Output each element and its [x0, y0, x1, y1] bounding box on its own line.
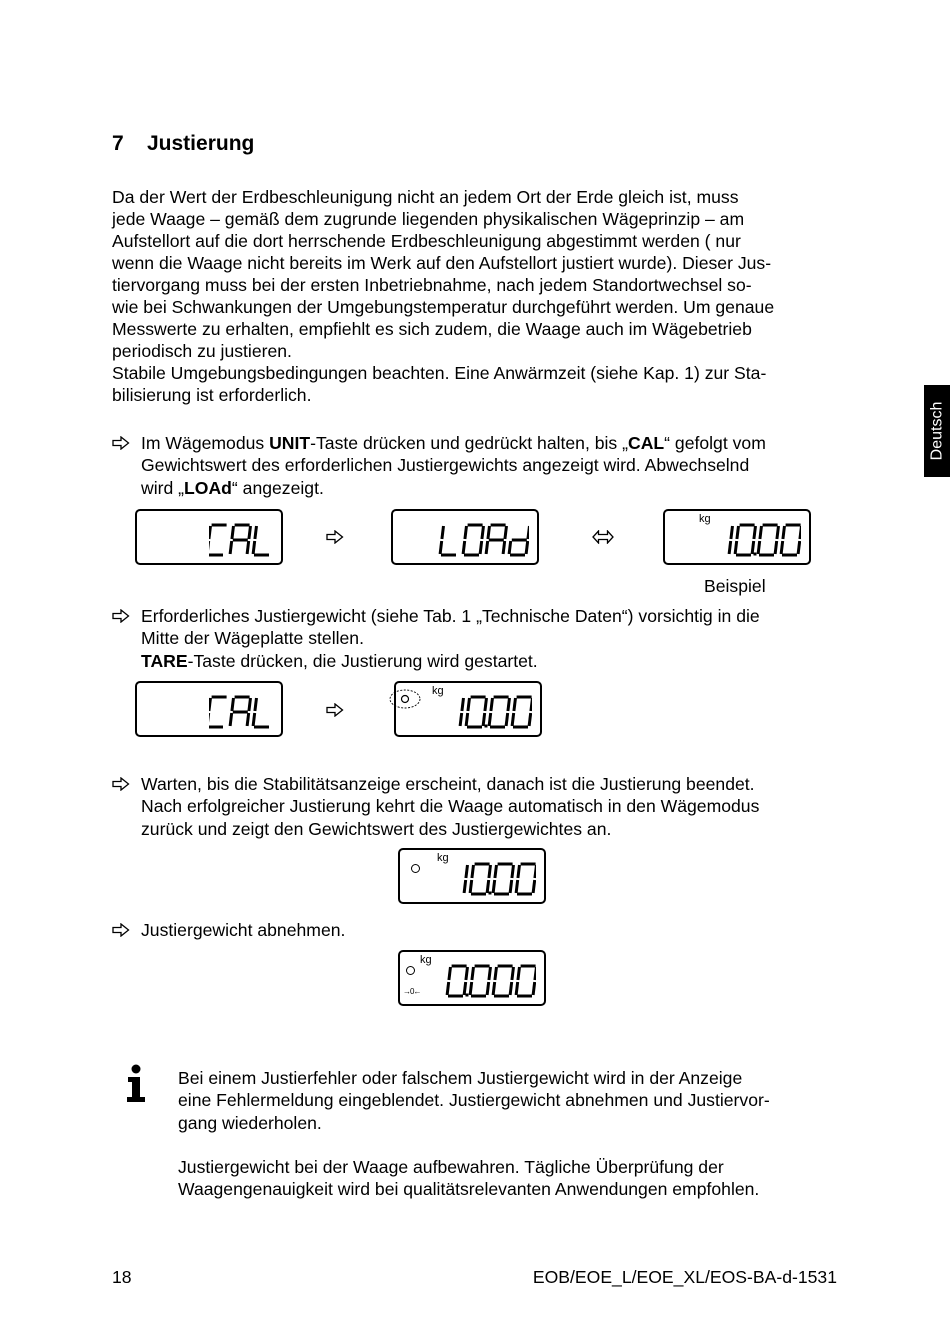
step-4-text: Justiergewicht abnehmen.: [141, 920, 346, 940]
lcd-segment: [442, 526, 444, 539]
arrow-icon: [112, 432, 134, 450]
lcd-digits: [440, 862, 536, 896]
stability-indicator-icon: [406, 966, 415, 975]
lcd-segment: [516, 880, 518, 893]
lcd-segment: [752, 541, 754, 554]
lcd-segment: [533, 982, 535, 995]
lcd-segment: [466, 713, 468, 726]
lcd-segment: [465, 526, 467, 539]
lcd-segment: [737, 526, 739, 539]
step-2-text: -Taste drücken, die Justierung wird gestartet.: [187, 650, 538, 671]
arrow-icon: [112, 919, 134, 937]
lcd-decimal-point: [489, 892, 492, 895]
info-icon: [124, 1064, 150, 1104]
lcd-segment: [468, 698, 470, 711]
lcd-segment: [508, 698, 510, 711]
stability-indicator-highlight-icon: [388, 687, 422, 711]
arrow-icon: [326, 528, 352, 548]
lcd-segment: [760, 526, 762, 539]
section-number: 7: [112, 132, 124, 155]
step-3-text: Warten, bis die Stabilitätsanzeige erscheint, danach ist die Justierung beendet.: [141, 774, 755, 794]
lcd-segment: [798, 541, 800, 554]
lcd-segment: [472, 967, 474, 980]
lcd-segment: [486, 541, 488, 554]
lcd-segment: [512, 713, 514, 726]
lcd-segment: [464, 982, 466, 995]
lcd-segment: [775, 541, 777, 554]
lcd-segment: [470, 982, 472, 995]
lcd-segment: [230, 713, 232, 726]
info-note: Bei einem Justierfehler oder falschem Justiergewicht wird in der Anzeige eine Fehlermeldung eingeblendet. Justiergewicht abnehmen und Justiervor- gang wiederholen. Justiergewicht bei der Waage aufbewahren. Tägliche Überprüfung der Waagengenauigkeit wird bei qualitätsrelevanten Anwendungen empfohlen.: [178, 1068, 770, 1200]
lcd-segment: [488, 526, 490, 539]
lcd-segment: [510, 880, 512, 893]
lcd-segment: [512, 865, 514, 878]
lcd-decimal-point: [485, 725, 488, 728]
step-3: [112, 773, 842, 840]
lcd-segment: [460, 713, 462, 726]
lcd-segment: [491, 698, 493, 711]
step-1-text: -Taste drücken und gedrückt halten, bis „: [310, 433, 628, 453]
lcd-segment: [209, 526, 210, 539]
display-weight-stable: [398, 848, 546, 904]
lcd-segment: [754, 526, 756, 539]
lcd-segment: [731, 526, 733, 539]
lcd-digits: [436, 695, 532, 729]
lcd-segment: [463, 541, 465, 554]
step-3-text: Nach erfolgreicher Justierung kehrt die Waage automatisch in den Wägemodus: [141, 796, 760, 817]
step-1-text: “ angezeigt.: [231, 477, 324, 498]
example-caption: Beispiel: [704, 576, 766, 596]
lcd-segment: [516, 982, 518, 995]
lcd-segment: [462, 698, 464, 711]
step-3-text: zurück und zeigt den Gewichtswert des Justiergewichtes an.: [141, 818, 612, 839]
lcd-segment: [528, 526, 529, 539]
unit-label: kg: [420, 954, 432, 966]
lcd-segment: [255, 526, 257, 539]
section-title: Justierung: [147, 132, 255, 155]
display-cal: [135, 509, 283, 565]
lcd-segment: [735, 541, 737, 554]
lcd-segment: [247, 541, 249, 554]
lcd-segment: [232, 526, 234, 539]
lcd-digits: [705, 523, 801, 557]
lcd-segment: [247, 713, 249, 726]
step-1-text: Gewichtswert des erforderlichen Justiergewichts angezeigt wird. Abwechselnd: [141, 455, 750, 476]
section-heading: [112, 132, 254, 156]
load-label: LOAd: [184, 477, 232, 498]
step-1-text: Im Wägemodus: [141, 433, 270, 453]
lcd-segment: [466, 865, 468, 878]
lcd-segment: [489, 713, 491, 726]
lcd-segment: [777, 526, 779, 539]
lcd-segment: [483, 713, 485, 726]
lcd-segment: [253, 541, 255, 554]
lcd-segment: [485, 698, 487, 711]
cal-label: CAL: [627, 433, 665, 453]
tare-key-label: TARE: [141, 650, 188, 671]
display-weight-calibrating: [394, 681, 542, 737]
lcd-digits: [433, 523, 529, 557]
lcd-segment: [466, 967, 468, 980]
stability-indicator-icon: [411, 864, 420, 873]
step-4: [112, 919, 842, 941]
lcd-segment: [482, 526, 484, 539]
display-zero: [398, 950, 546, 1006]
lcd-segment: [518, 865, 520, 878]
lcd-segment: [510, 982, 512, 995]
lcd-segment: [489, 967, 491, 980]
lcd-decimal-point: [754, 553, 757, 556]
lcd-segment: [249, 526, 251, 539]
display-load: [391, 509, 539, 565]
lcd-segment: [758, 541, 760, 554]
lcd-segment: [464, 880, 466, 893]
step-1-text: wird „: [141, 477, 185, 498]
lcd-digits: [209, 695, 273, 729]
lcd-segment: [495, 967, 497, 980]
lcd-segment: [487, 982, 489, 995]
lcd-digits: [209, 523, 273, 557]
step-2-text: Erforderliches Justiergewicht (siehe Tab. 1 „Technische Daten“) vorsichtig in die: [141, 606, 760, 626]
lcd-segment: [493, 880, 495, 893]
lcd-segment: [495, 865, 497, 878]
language-tab: [924, 385, 950, 477]
lcd-segment: [505, 526, 507, 539]
lcd-segment: [489, 865, 491, 878]
lcd-segment: [518, 967, 520, 980]
document-id: EOB/EOE_L/EOE_XL/EOS-BA-d-1531: [532, 1267, 837, 1287]
lcd-segment: [535, 865, 536, 878]
lcd-segment: [472, 865, 474, 878]
lcd-segment: [535, 967, 536, 980]
lcd-segment: [487, 880, 489, 893]
arrow-icon: [112, 773, 134, 791]
lcd-segment: [531, 698, 532, 711]
lcd-segment: [783, 526, 785, 539]
unit-label: kg: [432, 685, 444, 697]
lcd-segment: [506, 713, 508, 726]
lcd-segment: [249, 698, 251, 711]
lcd-segment: [449, 967, 451, 980]
step-1-text: “ gefolgt vom: [664, 433, 766, 453]
lcd-segment: [729, 541, 731, 554]
step-1: [112, 432, 842, 499]
lcd-segment: [255, 698, 257, 711]
display-cal: [135, 681, 283, 737]
unit-label: kg: [699, 513, 711, 525]
lcd-segment: [503, 541, 505, 554]
arrow-icon: [326, 701, 352, 721]
lcd-segment: [232, 698, 234, 711]
lcd-segment: [512, 967, 514, 980]
unit-key-label: UNIT: [269, 433, 311, 453]
lcd-segment: [470, 880, 472, 893]
lcd-segment: [509, 541, 511, 554]
lcd-segment: [230, 541, 232, 554]
lcd-decimal-point: [466, 994, 469, 997]
page-number: 18: [112, 1267, 132, 1287]
lcd-segment: [781, 541, 783, 554]
intro-paragraph: Da der Wert der Erdbeschleunigung nicht an jedem Ort der Erde gleich ist, muss jede Waage – gemäß dem zugrunde liegenden physikalischen Wägeprinzip – am Aufstellort auf die dort herrschende Erdbeschleunigung abgestimmt werden ( nur wenn die Waage nicht bereits im Werk auf den Aufstellort justiert wurde). Dieser Jus- tiervorgang muss bei der ersten Inbetriebnahme, nach jedem Standortwechsel so- wie bei Schwankungen der Umgebungstemperatur durchgeführt werden. Um genaue Messwerte zu erhalten, empfiehlt es sich zudem, die Waage auch im Wägebetrieb periodisch zu justieren. Stabile Umgebungsbedingungen beachten. Eine Anwärmzeit (siehe Kap. 1) zur Sta- bilisierung ist erforderlich.: [112, 187, 775, 405]
step-2-text: Mitte der Wägeplatte stellen.: [141, 628, 364, 649]
lcd-segment: [480, 541, 482, 554]
zero-indicator: →0←: [403, 987, 421, 996]
lcd-segment: [514, 698, 516, 711]
lcd-segment: [209, 698, 210, 711]
lcd-digits: [440, 964, 536, 998]
lcd-segment: [440, 541, 442, 554]
step-2: [112, 605, 842, 672]
lcd-segment: [493, 982, 495, 995]
display-weight-example: [663, 509, 811, 565]
unit-label: kg: [437, 852, 449, 864]
language-tab-label: Deutsch: [928, 401, 946, 461]
lcd-segment: [800, 526, 801, 539]
double-arrow-icon: [592, 528, 618, 548]
lcd-segment: [253, 713, 255, 726]
lcd-segment: [447, 982, 449, 995]
lcd-segment: [533, 880, 535, 893]
arrow-icon: [112, 605, 134, 623]
lcd-segment: [526, 541, 528, 554]
lcd-segment: [529, 713, 531, 726]
